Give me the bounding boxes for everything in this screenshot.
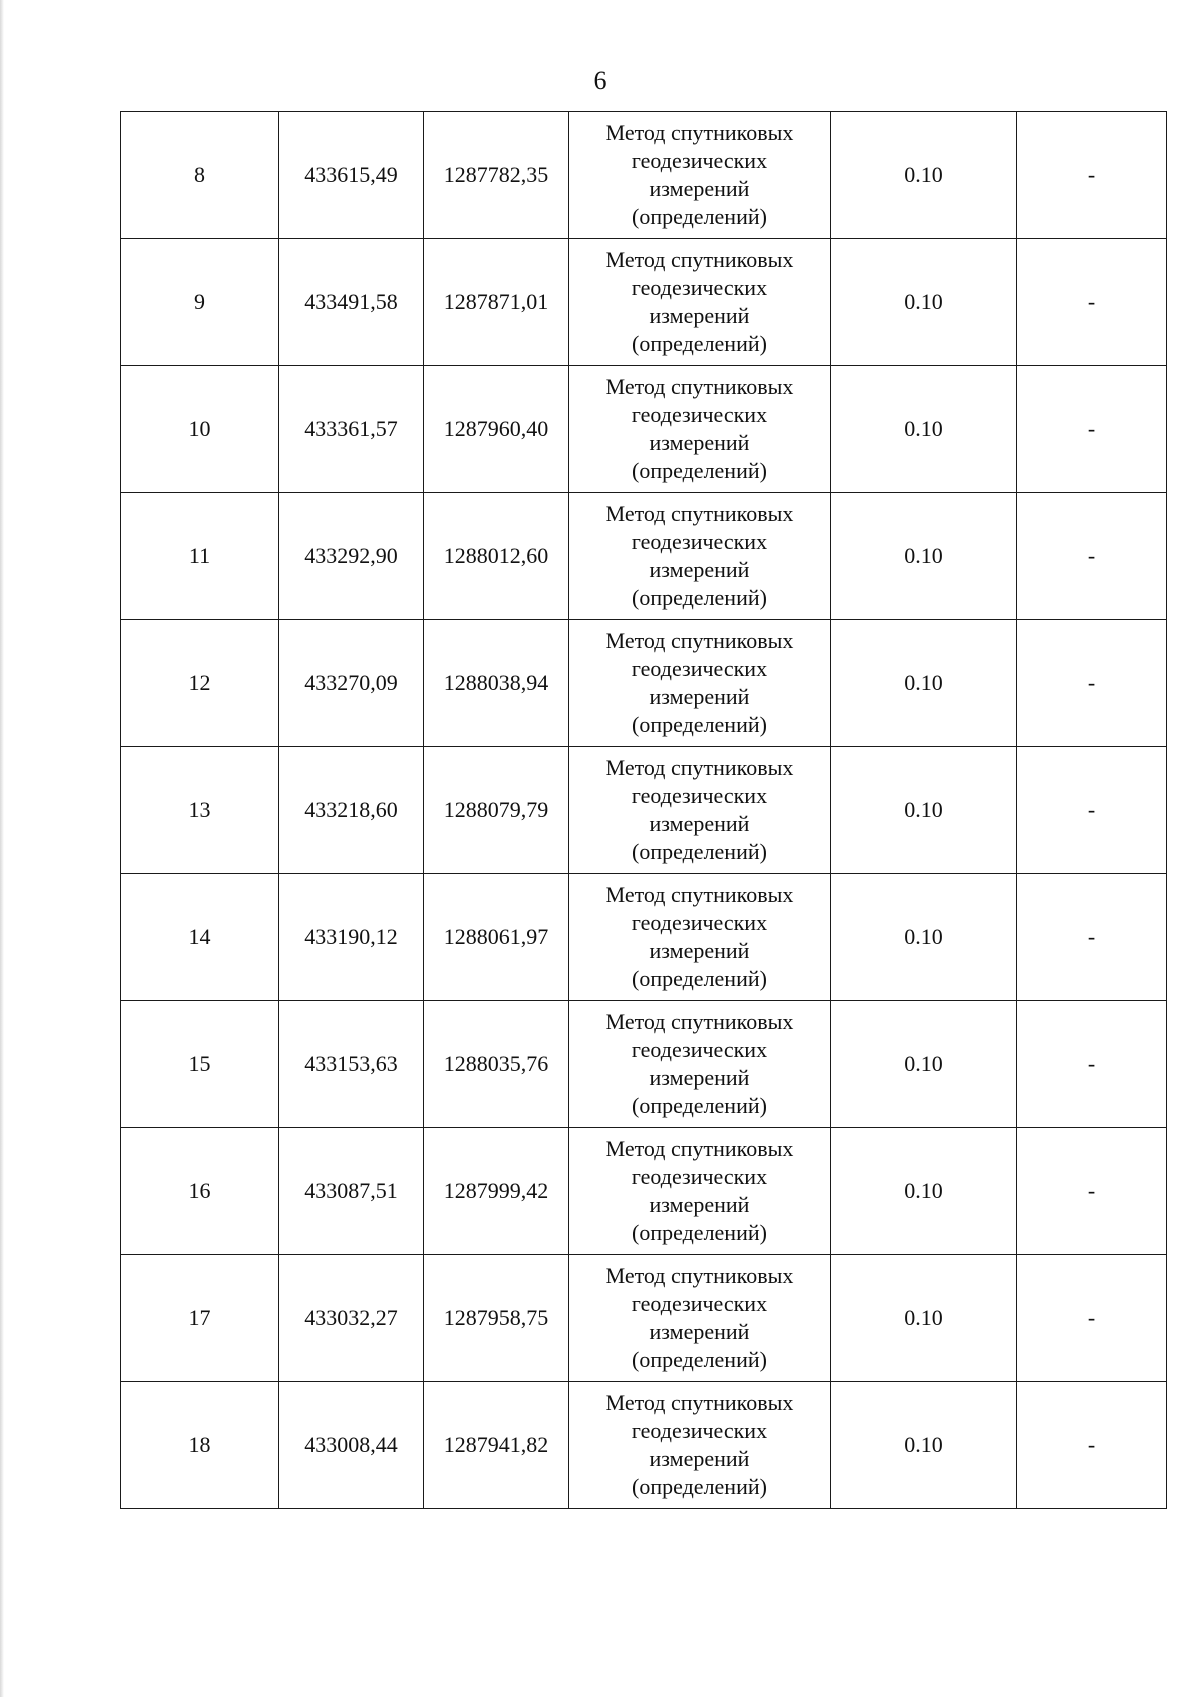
method-text-line: (определений) — [632, 1474, 767, 1499]
method-text-line: Метод спутниковых — [605, 628, 794, 653]
note-cell: - — [1017, 366, 1167, 493]
method-text-line: измерений — [649, 811, 750, 836]
y-coordinate-cell: 1287999,42 — [424, 1128, 569, 1255]
method-text-line: Метод спутниковых — [605, 1009, 794, 1034]
point-number-cell: 10 — [121, 366, 279, 493]
point-number-cell: 11 — [121, 493, 279, 620]
method-text-line: измерений — [649, 1319, 750, 1344]
method-text-line: (определений) — [632, 712, 767, 737]
method-text-line: геодезических — [631, 656, 768, 681]
method-cell — [569, 366, 831, 493]
method-cell — [569, 1128, 831, 1255]
x-coordinate-cell: 433292,90 — [279, 493, 424, 620]
method-text-line: измерений — [649, 938, 750, 963]
accuracy-cell: 0.10 — [831, 112, 1017, 239]
point-number-cell: 18 — [121, 1382, 279, 1509]
method-text-line: геодезических — [631, 1291, 768, 1316]
y-coordinate-cell: 1287782,35 — [424, 112, 569, 239]
method-cell — [569, 874, 831, 1001]
y-coordinate-cell: 1288012,60 — [424, 493, 569, 620]
accuracy-cell: 0.10 — [831, 620, 1017, 747]
x-coordinate-cell: 433032,27 — [279, 1255, 424, 1382]
method-cell — [569, 747, 831, 874]
method-text-line: Метод спутниковых — [605, 1263, 794, 1288]
method-text-line: Метод спутниковых — [605, 120, 794, 145]
y-coordinate-cell: 1288035,76 — [424, 1001, 569, 1128]
method-text-line: измерений — [649, 303, 750, 328]
method-text-line: (определений) — [632, 585, 767, 610]
y-coordinate-cell: 1287941,82 — [424, 1382, 569, 1509]
method-text-line: (определений) — [632, 1347, 767, 1372]
accuracy-cell: 0.10 — [831, 1128, 1017, 1255]
method-text-line: (определений) — [632, 1093, 767, 1118]
method-text-line: геодезических — [631, 402, 768, 427]
x-coordinate-cell: 433218,60 — [279, 747, 424, 874]
accuracy-cell: 0.10 — [831, 1255, 1017, 1382]
y-coordinate-cell: 1288079,79 — [424, 747, 569, 874]
method-text-line: измерений — [649, 1065, 750, 1090]
note-cell: - — [1017, 1001, 1167, 1128]
table-row — [121, 366, 1167, 493]
method-text-line: геодезических — [631, 783, 768, 808]
method-text-line: измерений — [649, 1446, 750, 1471]
table-row — [121, 112, 1167, 239]
accuracy-cell: 0.10 — [831, 874, 1017, 1001]
method-text-line: Метод спутниковых — [605, 882, 794, 907]
method-text-line: измерений — [649, 1192, 750, 1217]
method-text-line: (определений) — [632, 331, 767, 356]
x-coordinate-cell: 433153,63 — [279, 1001, 424, 1128]
accuracy-cell: 0.10 — [831, 239, 1017, 366]
y-coordinate-cell: 1288061,97 — [424, 874, 569, 1001]
table-row — [121, 874, 1167, 1001]
method-text-line: измерений — [649, 176, 750, 201]
page-number: 6 — [593, 66, 607, 95]
x-coordinate-cell: 433087,51 — [279, 1128, 424, 1255]
point-number-cell: 14 — [121, 874, 279, 1001]
method-cell — [569, 239, 831, 366]
note-cell: - — [1017, 112, 1167, 239]
point-number-cell: 13 — [121, 747, 279, 874]
method-text-line: Метод спутниковых — [605, 1390, 794, 1415]
method-text-line: геодезических — [631, 1164, 768, 1189]
note-cell: - — [1017, 747, 1167, 874]
method-cell — [569, 493, 831, 620]
table-row — [121, 239, 1167, 366]
table-row — [121, 1382, 1167, 1509]
note-cell: - — [1017, 1255, 1167, 1382]
table-row — [121, 747, 1167, 874]
method-text-line: Метод спутниковых — [605, 1136, 794, 1161]
scan-edge-shadow — [0, 0, 4, 1697]
method-cell — [569, 1001, 831, 1128]
point-number-cell: 8 — [121, 112, 279, 239]
method-text-line: геодезических — [631, 275, 768, 300]
method-cell — [569, 1255, 831, 1382]
method-text-line: Метод спутниковых — [605, 374, 794, 399]
method-cell — [569, 112, 831, 239]
note-cell: - — [1017, 620, 1167, 747]
accuracy-cell: 0.10 — [831, 1382, 1017, 1509]
point-number-cell: 12 — [121, 620, 279, 747]
accuracy-cell: 0.10 — [831, 1001, 1017, 1128]
method-cell — [569, 620, 831, 747]
note-cell: - — [1017, 1128, 1167, 1255]
method-text-line: (определений) — [632, 839, 767, 864]
point-number-cell: 15 — [121, 1001, 279, 1128]
point-number-cell: 16 — [121, 1128, 279, 1255]
note-cell: - — [1017, 874, 1167, 1001]
x-coordinate-cell: 433361,57 — [279, 366, 424, 493]
table-row — [121, 1001, 1167, 1128]
x-coordinate-cell: 433615,49 — [279, 112, 424, 239]
accuracy-cell: 0.10 — [831, 493, 1017, 620]
y-coordinate-cell: 1287958,75 — [424, 1255, 569, 1382]
accuracy-cell: 0.10 — [831, 747, 1017, 874]
table-row — [121, 1255, 1167, 1382]
method-text-line: (определений) — [632, 458, 767, 483]
method-text-line: Метод спутниковых — [605, 501, 794, 526]
coordinates-table-body — [121, 112, 1167, 1509]
note-cell: - — [1017, 493, 1167, 620]
accuracy-cell: 0.10 — [831, 366, 1017, 493]
note-cell: - — [1017, 239, 1167, 366]
x-coordinate-cell: 433008,44 — [279, 1382, 424, 1509]
method-text-line: измерений — [649, 430, 750, 455]
method-text-line: измерений — [649, 557, 750, 582]
method-text-line: геодезических — [631, 1418, 768, 1443]
y-coordinate-cell: 1287871,01 — [424, 239, 569, 366]
y-coordinate-cell: 1287960,40 — [424, 366, 569, 493]
table-row — [121, 493, 1167, 620]
method-text-line: (определений) — [632, 966, 767, 991]
method-text-line: измерений — [649, 684, 750, 709]
x-coordinate-cell: 433270,09 — [279, 620, 424, 747]
x-coordinate-cell: 433190,12 — [279, 874, 424, 1001]
point-number-cell: 9 — [121, 239, 279, 366]
method-text-line: геодезических — [631, 529, 768, 554]
table-row — [121, 1128, 1167, 1255]
point-number-cell: 17 — [121, 1255, 279, 1382]
method-text-line: геодезических — [631, 148, 768, 173]
coordinates-table — [120, 111, 1167, 1509]
method-text-line: геодезических — [631, 910, 768, 935]
method-cell — [569, 1382, 831, 1509]
x-coordinate-cell: 433491,58 — [279, 239, 424, 366]
method-text-line: геодезических — [631, 1037, 768, 1062]
method-text-line: Метод спутниковых — [605, 247, 794, 272]
method-text-line: Метод спутниковых — [605, 755, 794, 780]
table-row — [121, 620, 1167, 747]
note-cell: - — [1017, 1382, 1167, 1509]
method-text-line: (определений) — [632, 1220, 767, 1245]
method-text-line: (определений) — [632, 204, 767, 229]
y-coordinate-cell: 1288038,94 — [424, 620, 569, 747]
